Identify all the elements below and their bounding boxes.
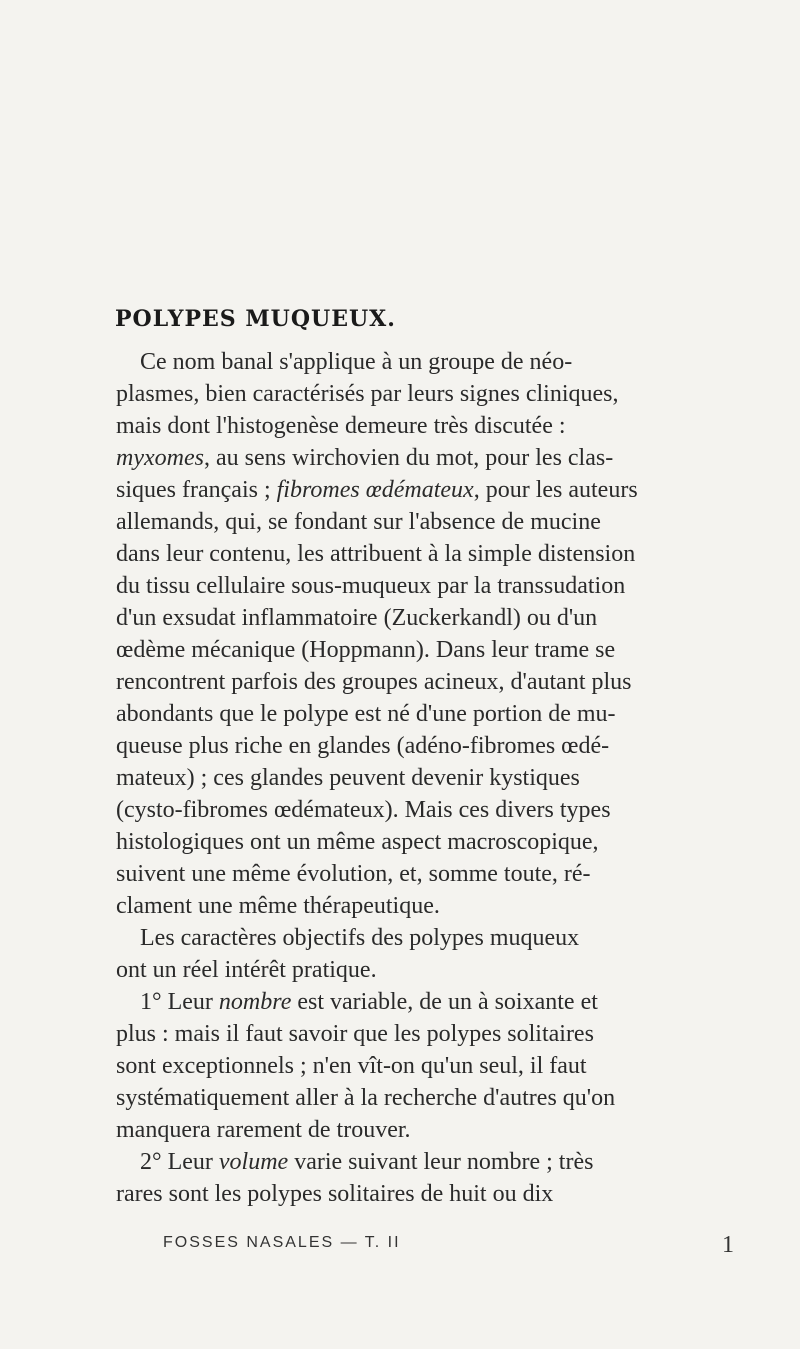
text-line: histologiques ont un même aspect macroscopique, xyxy=(116,829,599,855)
text-line: plus : mais il faut savoir que les polypes solitaires xyxy=(116,1021,594,1047)
text-line xyxy=(116,444,613,472)
text-fragment: varie suivant leur nombre ; très xyxy=(288,1149,594,1175)
text-line: Les caractères objectifs des polypes muqueux xyxy=(140,925,580,951)
text-line: systématiquement aller à la recherche d'autres qu'on xyxy=(116,1085,616,1111)
text-fragment: siques français ; xyxy=(116,477,277,503)
text-line: (cysto-fibromes œdémateux). Mais ces divers types xyxy=(116,797,611,823)
text-line: Ce nom banal s'applique à un groupe de néo- xyxy=(140,349,573,375)
text-fragment: 2° Leur xyxy=(140,1149,219,1175)
text-line: manquera rarement de trouver. xyxy=(116,1117,411,1143)
text-line: mateux) ; ces glandes peuvent devenir kystiques xyxy=(116,765,580,791)
text-line xyxy=(116,476,638,504)
text-line: rencontrent parfois des groupes acineux, d'autant plus xyxy=(116,669,632,695)
italic-term: volume xyxy=(218,1149,289,1175)
text-line: sont exceptionnels ; n'en vît-on qu'un seul, il faut xyxy=(116,1053,587,1079)
text-line xyxy=(140,988,598,1016)
text-fragment: , au sens wirchovien du mot, pour les clas- xyxy=(203,445,614,471)
italic-term: fibromes œdémateux xyxy=(276,477,474,503)
signature-mark: 1 xyxy=(722,1232,734,1258)
text-line: mais dont l'histogenèse demeure très discutée : xyxy=(116,413,566,439)
text-line: clament une même thérapeutique. xyxy=(116,893,440,919)
text-line: œdème mécanique (Hoppmann). Dans leur trame se xyxy=(116,637,616,663)
text-fragment: est variable, de un à soixante et xyxy=(291,989,598,1015)
italic-term: myxomes xyxy=(116,445,204,471)
text-line xyxy=(140,1148,593,1176)
text-line: dans leur contenu, les attribuent à la simple distension xyxy=(116,541,636,567)
text-line: d'un exsudat inflammatoire (Zuckerkandl) ou d'un xyxy=(116,605,598,631)
text-fragment: 1° Leur xyxy=(140,989,219,1015)
text-line: queuse plus riche en glandes (adéno-fibromes œdé- xyxy=(116,733,610,759)
text-line: du tissu cellulaire sous-muqueux par la transsudation xyxy=(116,573,626,599)
text-line: rares sont les polypes solitaires de huit ou dix xyxy=(116,1181,554,1207)
text-line: allemands, qui, se fondant sur l'absence de mucine xyxy=(116,509,601,535)
page-title: POLYPES MUQUEUX. xyxy=(115,306,396,332)
text-line: abondants que le polype est né d'une portion de mu- xyxy=(116,701,616,727)
text-line: ont un réel intérêt pratique. xyxy=(116,957,377,983)
running-footer: FOSSES NASALES — T. II xyxy=(163,1234,401,1251)
text-line: plasmes, bien caractérisés par leurs signes cliniques, xyxy=(116,381,619,407)
text-fragment: , pour les auteurs xyxy=(473,477,638,503)
text-line: suivent une même évolution, et, somme toute, ré- xyxy=(116,861,591,887)
italic-term: nombre xyxy=(218,989,292,1015)
